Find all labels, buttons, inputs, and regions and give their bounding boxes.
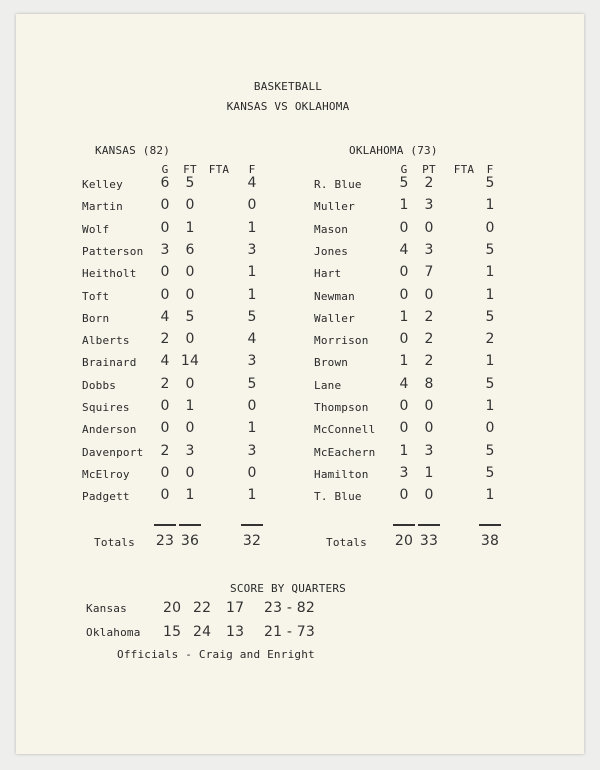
player-name: Squires bbox=[82, 401, 130, 414]
quarter-score: 22 bbox=[193, 600, 212, 616]
column-header: FTA bbox=[453, 163, 475, 176]
total-g: 23 bbox=[155, 533, 175, 549]
stat-g: 0 bbox=[399, 219, 409, 236]
stat-g: 3 bbox=[160, 241, 170, 258]
total-underline bbox=[418, 524, 440, 526]
stat-g: 6 bbox=[160, 175, 170, 191]
stat-f: 5 bbox=[247, 308, 257, 325]
stat-ft: 3 bbox=[424, 442, 434, 459]
player-name: Brown bbox=[314, 356, 349, 370]
stat-ft: 3 bbox=[424, 241, 434, 258]
stat-f: 0 bbox=[485, 219, 495, 236]
stat-f: 1 bbox=[485, 353, 495, 370]
stat-g: 0 bbox=[399, 331, 409, 348]
player-name: Hart bbox=[314, 267, 342, 281]
stat-g: 4 bbox=[399, 375, 409, 392]
stat-ft: 0 bbox=[424, 219, 434, 236]
stat-f: 1 bbox=[485, 398, 495, 414]
column-header: F bbox=[486, 163, 494, 176]
stat-g: 5 bbox=[399, 175, 409, 191]
stat-ft: 1 bbox=[185, 219, 195, 236]
player-name: Jones bbox=[314, 244, 349, 258]
stat-g: 0 bbox=[399, 264, 409, 281]
stat-ft: 7 bbox=[424, 264, 434, 281]
stat-g: 0 bbox=[399, 398, 409, 414]
stat-ft: 0 bbox=[185, 464, 195, 481]
player-name: Davenport bbox=[82, 445, 144, 459]
document-page bbox=[16, 14, 584, 754]
stat-f: 4 bbox=[247, 175, 257, 191]
stat-g: 0 bbox=[399, 420, 409, 437]
total-g: 20 bbox=[394, 533, 414, 549]
quarter-score: 13 bbox=[226, 624, 245, 640]
total-underline bbox=[479, 524, 501, 526]
stat-ft: 5 bbox=[185, 175, 195, 191]
stat-f: 5 bbox=[485, 442, 495, 459]
stat-g: 4 bbox=[160, 353, 170, 370]
stat-g: 2 bbox=[160, 331, 170, 348]
stat-ft: 2 bbox=[424, 308, 434, 325]
player-name: Heitholt bbox=[82, 267, 137, 281]
oklahoma-header: OKLAHOMA (73) bbox=[349, 144, 438, 157]
player-name: Waller bbox=[314, 311, 355, 325]
stat-ft: 0 bbox=[185, 197, 195, 214]
stat-f: 1 bbox=[247, 286, 257, 303]
player-name: Kelley bbox=[82, 178, 123, 191]
stat-g: 0 bbox=[160, 420, 170, 437]
quarters-heading: SCORE BY QUARTERS bbox=[230, 582, 346, 595]
stat-f: 3 bbox=[247, 241, 257, 258]
stat-f: 1 bbox=[247, 264, 257, 281]
total-underline bbox=[393, 524, 415, 526]
stat-ft: 3 bbox=[185, 442, 195, 459]
stat-f: 1 bbox=[485, 197, 495, 214]
stat-ft: 0 bbox=[185, 375, 195, 392]
stat-f: 5 bbox=[485, 464, 495, 481]
quarter-team: Oklahoma bbox=[86, 626, 141, 639]
total-underline bbox=[179, 524, 201, 526]
page-subtitle: KANSAS VS OKLAHOMA bbox=[226, 100, 350, 113]
player-name: Morrison bbox=[314, 334, 369, 348]
column-header: G bbox=[161, 163, 169, 176]
stat-f: 0 bbox=[247, 398, 257, 414]
column-header: PT bbox=[422, 163, 436, 176]
stat-ft: 1 bbox=[185, 487, 195, 504]
player-name: Alberts bbox=[82, 334, 130, 348]
stat-g: 0 bbox=[399, 487, 409, 504]
total-underline bbox=[241, 524, 263, 526]
quarter-team: Kansas bbox=[86, 602, 127, 615]
player-name: Born bbox=[82, 311, 110, 325]
player-name: Muller bbox=[314, 200, 355, 214]
player-name: Dobbs bbox=[82, 378, 117, 392]
player-name: Thompson bbox=[314, 401, 369, 414]
player-name: McConnell bbox=[314, 423, 376, 437]
stat-ft: 6 bbox=[185, 241, 195, 258]
stat-f: 5 bbox=[247, 375, 257, 392]
total-f: 38 bbox=[480, 533, 500, 549]
quarter-score: 17 bbox=[226, 600, 245, 616]
stat-f: 3 bbox=[247, 442, 257, 459]
stat-g: 1 bbox=[399, 308, 409, 325]
stat-ft: 0 bbox=[424, 487, 434, 504]
player-name: Padgett bbox=[82, 490, 130, 504]
stat-f: 5 bbox=[485, 175, 495, 191]
total-f: 32 bbox=[242, 533, 262, 549]
stat-ft: 8 bbox=[424, 375, 434, 392]
player-name: McElroy bbox=[82, 467, 130, 481]
stat-g: 0 bbox=[160, 264, 170, 281]
player-name: Wolf bbox=[82, 222, 110, 236]
totals-label: Totals bbox=[326, 536, 367, 549]
stat-f: 5 bbox=[485, 308, 495, 325]
stat-f: 5 bbox=[485, 241, 495, 258]
stat-g: 0 bbox=[399, 286, 409, 303]
stat-g: 0 bbox=[160, 464, 170, 481]
stat-g: 4 bbox=[160, 308, 170, 325]
stat-ft: 14 bbox=[180, 353, 200, 370]
stat-f: 1 bbox=[485, 286, 495, 303]
player-name: R. Blue bbox=[314, 178, 362, 191]
stat-ft: 0 bbox=[424, 398, 434, 414]
total-underline bbox=[154, 524, 176, 526]
stat-g: 2 bbox=[160, 442, 170, 459]
stat-f: 0 bbox=[247, 464, 257, 481]
stat-f: 2 bbox=[485, 331, 495, 348]
stat-g: 0 bbox=[160, 398, 170, 414]
player-name: Toft bbox=[82, 289, 110, 303]
stat-g: 2 bbox=[160, 375, 170, 392]
stat-g: 4 bbox=[399, 241, 409, 258]
stat-g: 3 bbox=[399, 464, 409, 481]
player-name: McEachern bbox=[314, 445, 376, 459]
column-header: F bbox=[248, 163, 256, 176]
stat-f: 4 bbox=[247, 331, 257, 348]
player-name: Hamilton bbox=[314, 467, 369, 481]
stat-ft: 5 bbox=[185, 308, 195, 325]
player-name: Martin bbox=[82, 200, 123, 214]
totals-label: Totals bbox=[94, 536, 135, 549]
player-name: Mason bbox=[314, 222, 349, 236]
officials-line: Officials - Craig and Enright bbox=[117, 648, 315, 661]
stat-f: 3 bbox=[247, 353, 257, 370]
player-name: Patterson bbox=[82, 244, 144, 258]
column-header: FT bbox=[183, 163, 197, 176]
stat-ft: 0 bbox=[185, 264, 195, 281]
stat-ft: 2 bbox=[424, 331, 434, 348]
kansas-header: KANSAS (82) bbox=[95, 144, 171, 157]
stat-ft: 0 bbox=[424, 420, 434, 437]
stat-f: 1 bbox=[485, 264, 495, 281]
stat-ft: 3 bbox=[424, 197, 434, 214]
stat-g: 1 bbox=[399, 197, 409, 214]
quarter-score: 21 - 73 bbox=[264, 624, 315, 640]
player-name: T. Blue bbox=[314, 490, 362, 504]
stat-ft: 2 bbox=[424, 353, 434, 370]
stat-ft: 1 bbox=[185, 398, 195, 414]
stat-f: 1 bbox=[247, 487, 257, 504]
stat-f: 1 bbox=[247, 219, 257, 236]
stat-f: 1 bbox=[247, 420, 257, 437]
stat-g: 0 bbox=[160, 197, 170, 214]
stat-f: 0 bbox=[485, 420, 495, 437]
page-title: BASKETBALL bbox=[253, 80, 323, 93]
total-ft: 36 bbox=[180, 533, 200, 549]
stat-ft: 0 bbox=[185, 420, 195, 437]
player-name: Brainard bbox=[82, 356, 137, 370]
stat-ft: 0 bbox=[424, 286, 434, 303]
player-name: Newman bbox=[314, 289, 355, 303]
column-header: FTA bbox=[208, 163, 230, 176]
stat-ft: 2 bbox=[424, 175, 434, 191]
player-name: Lane bbox=[314, 378, 342, 392]
quarter-score: 15 bbox=[163, 624, 182, 640]
quarter-score: 20 bbox=[163, 600, 182, 616]
stat-g: 1 bbox=[399, 353, 409, 370]
stat-g: 0 bbox=[160, 487, 170, 504]
total-ft: 33 bbox=[419, 533, 439, 549]
stat-ft: 0 bbox=[185, 286, 195, 303]
stat-g: 1 bbox=[399, 442, 409, 459]
stat-f: 0 bbox=[247, 197, 257, 214]
stat-g: 0 bbox=[160, 286, 170, 303]
quarter-score: 23 - 82 bbox=[264, 600, 315, 616]
stat-f: 1 bbox=[485, 487, 495, 504]
stat-f: 5 bbox=[485, 375, 495, 392]
stat-ft: 1 bbox=[424, 464, 434, 481]
player-name: Anderson bbox=[82, 423, 137, 437]
column-header: G bbox=[400, 163, 408, 176]
stat-ft: 0 bbox=[185, 331, 195, 348]
stat-g: 0 bbox=[160, 219, 170, 236]
quarter-score: 24 bbox=[193, 624, 212, 640]
